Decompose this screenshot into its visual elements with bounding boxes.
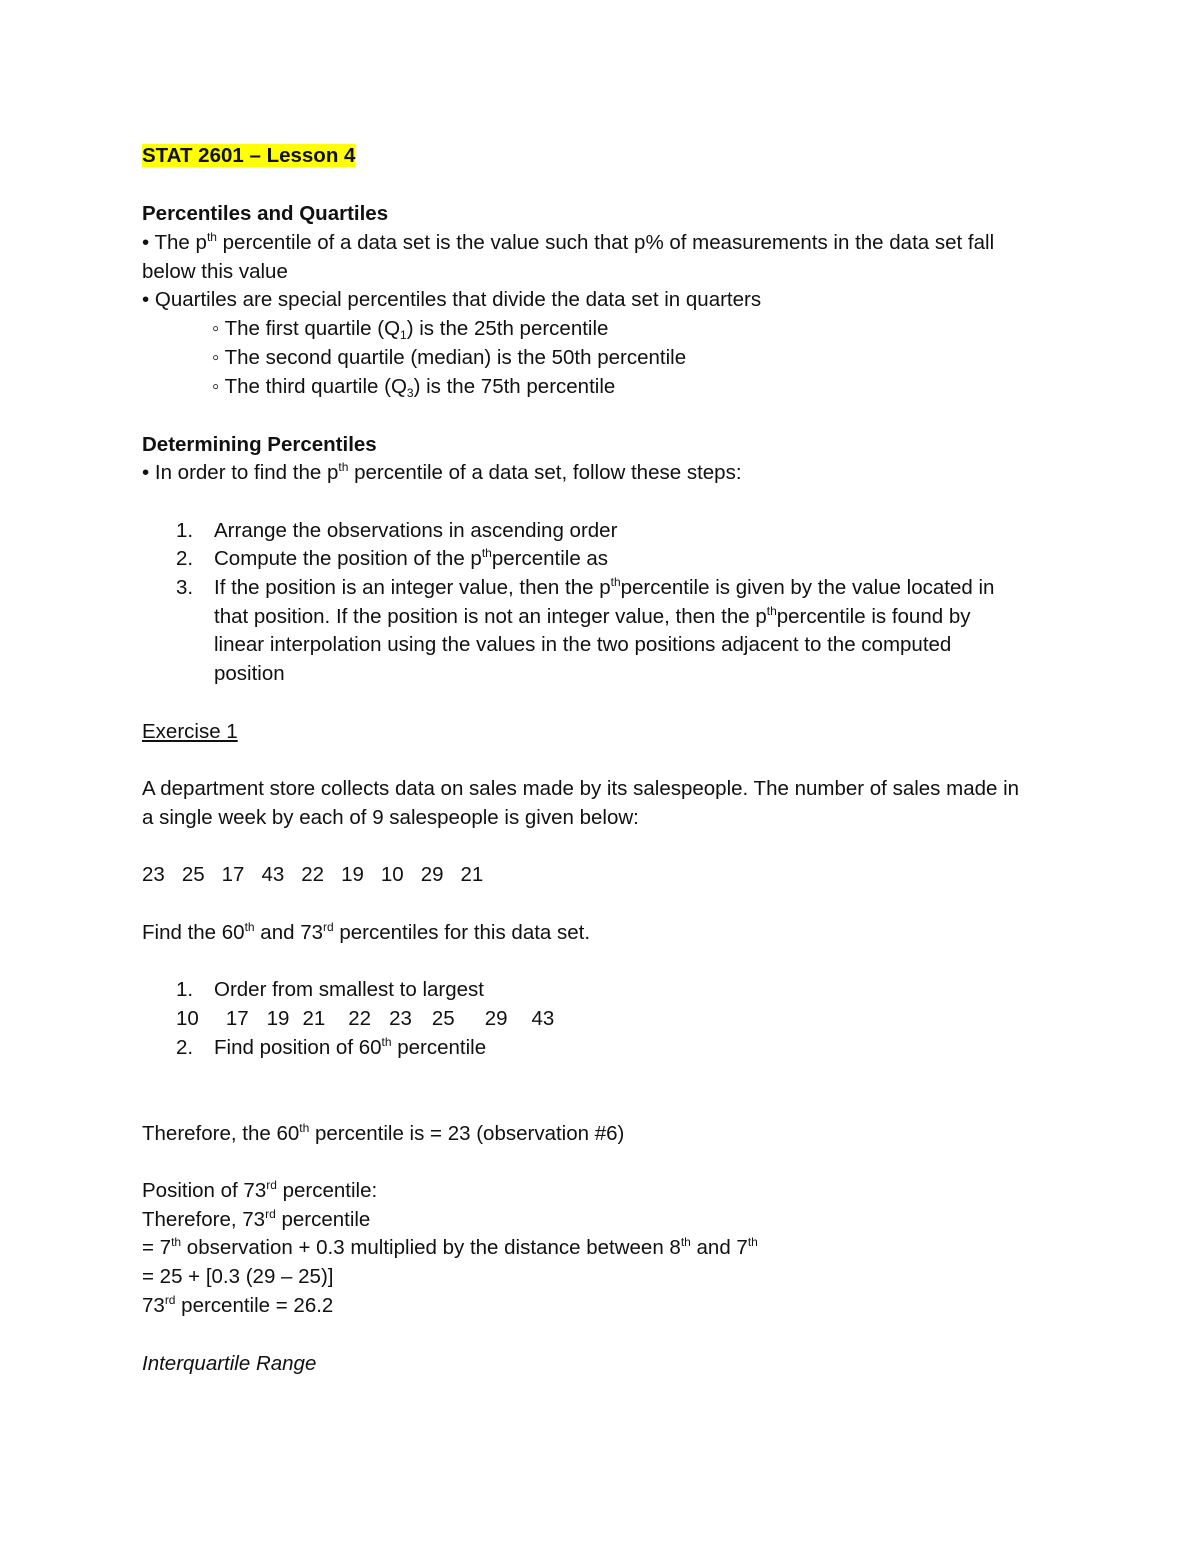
data-value: 21 — [302, 1007, 326, 1030]
position-step: Find position of 60th percentile — [214, 1035, 487, 1059]
data-value: 43 — [261, 863, 285, 886]
data-value: 43 — [531, 1007, 555, 1030]
data-value: 19 — [266, 1007, 290, 1030]
data-value: 29 — [484, 1007, 508, 1030]
interquartile-range-heading: Interquartile Range — [142, 1352, 317, 1375]
exercise-heading: Exercise 1 — [142, 720, 238, 743]
step-1-text: Arrange the observations in ascending order — [214, 519, 618, 542]
step-3-text-line3: linear interpolation using the values in the two positions adjacent to the computed — [214, 633, 952, 656]
step-number: 1. — [176, 519, 194, 542]
determining-percentiles-heading: Determining Percentiles — [142, 433, 377, 456]
data-value: 23 — [142, 863, 165, 886]
exercise-paragraph: A department store collects data on sales made by its salespeople. The number of sales made in — [142, 777, 1020, 800]
therefore-73rd: Therefore, 73rd percentile — [142, 1207, 371, 1231]
data-value: 10 — [176, 1007, 199, 1030]
sorted-data-row — [176, 1004, 554, 1033]
step-number: 2. — [176, 547, 194, 570]
first-quartile-item: ◦ The first quartile $(Q_1)$ is the 25th percentile — [212, 317, 609, 342]
step-3-text-line2: that position. If the position is not an integer value, then the $p^{th}percentile$ is found by — [214, 604, 971, 628]
exercise-paragraph-line2: a single week by each of 9 salespeople is given below: — [142, 806, 639, 829]
data-value: 10 — [380, 863, 404, 886]
data-value: 25 — [181, 863, 205, 886]
step-number: 3. — [176, 576, 194, 599]
sorted-data-values — [176, 1004, 554, 1033]
step-3-text-line4: position — [214, 662, 285, 685]
lesson-title: STAT 2601 – Lesson 4 — [142, 144, 356, 167]
step-number: 2. — [176, 1036, 194, 1059]
sixtieth-percentile-result: Therefore, the 60th percentile is = 23 (observation #6) — [142, 1121, 625, 1145]
steps-intro: • In order to find the $p^{th}$ percentile of a data set, follow these steps: — [142, 460, 742, 484]
data-value: 23 — [389, 1007, 412, 1030]
raw-data-values — [142, 860, 483, 889]
data-value: 22 — [348, 1007, 372, 1030]
percentile-definition: • The $p^{th}$ percentile of a data set is the value such that p% of measurements in the data set fall — [142, 230, 995, 254]
order-step: Order from smallest to largest — [214, 978, 484, 1001]
second-quartile-item: ◦ The second quartile (median) is the 50th percentile — [212, 346, 687, 369]
data-value: 22 — [301, 863, 325, 886]
data-value: 25 — [431, 1007, 455, 1030]
seventy-third-percentile-result: 73rd percentile = 26.2 — [142, 1293, 334, 1317]
exercise-question: Find the 60th and 73rd percentiles for this data set. — [142, 920, 591, 944]
step-2-text: Compute the position of the $p^{th}percentile$ as — [214, 546, 609, 570]
data-value: 29 — [420, 863, 444, 886]
data-value: 21 — [460, 863, 484, 886]
percentiles-quartiles-heading: Percentiles and Quartiles — [142, 202, 389, 225]
step-3-text: If the position is an integer value, then the $p^{th}percentile$ is given by the value located in — [214, 575, 995, 599]
data-value: 19 — [341, 863, 364, 886]
raw-data-row — [142, 860, 483, 889]
third-quartile-item: ◦ The third quartile $(Q_3)$ is the 75th percentile — [212, 375, 616, 400]
percentile-definition-cont: below this value — [142, 260, 288, 283]
calculation-line1: = 7th observation + 0.3 multiplied by the distance between 8th and 7th — [142, 1235, 758, 1259]
data-value: 17 — [225, 1007, 249, 1030]
calculation-line2: = 25 + [0.3 (29 – 25)] — [142, 1265, 334, 1288]
step-number: 1. — [176, 978, 194, 1001]
quartiles-definition: • Quartiles are special percentiles that divide the data set in quarters — [142, 288, 762, 311]
data-value: 17 — [221, 863, 245, 886]
position-73rd-label: Position of 73rd percentile: — [142, 1178, 378, 1202]
